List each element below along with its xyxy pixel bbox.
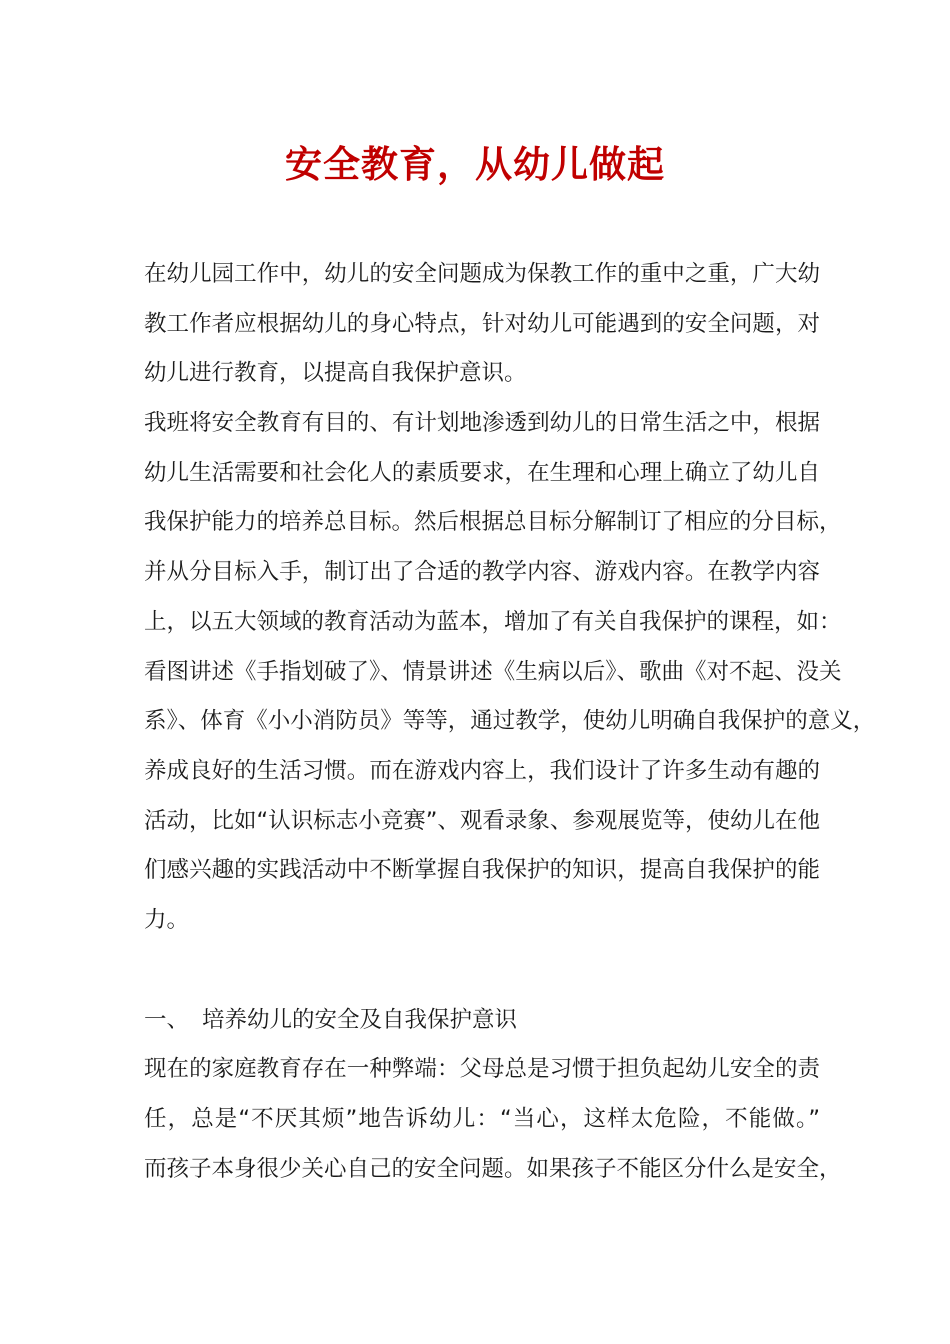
paragraph-1 — [144, 250, 820, 399]
text-line: 活动，比如“认识标志小竞赛”、观看录象、参观展览等，使幼儿在他 — [144, 807, 820, 834]
text-line: 教工作者应根据幼儿的身心特点，针对幼儿可能遇到的安全问题，对 — [144, 310, 820, 337]
text-line: 我班将安全教育有目的、有计划地渗透到幼儿的日常生活之中，根据 — [144, 410, 820, 437]
paragraph-2 — [144, 399, 876, 946]
text-line: 在幼儿园工作中，幼儿的安全问题成为保教工作的重中之重，广大幼 — [144, 261, 820, 287]
text-line: 并从分目标入手，制订出了合适的教学内容、游戏内容。在教学内容 — [144, 559, 820, 586]
text-line: 现在的家庭教育存在一种弊端：父母总是习惯于担负起幼儿安全的责 — [144, 1056, 820, 1083]
text-line: 幼儿生活需要和社会化人的素质要求，在生理和心理上确立了幼儿自 — [144, 459, 820, 486]
text-line: 系》、体育《小小消防员》等等，通过教学，使幼儿明确自我保护的意义， — [144, 708, 876, 735]
text-line: 上，以五大领域的教育活动为蓝本，增加了有关自我保护的课程，如： — [144, 608, 842, 635]
text-line: 们感兴趣的实践活动中不断掌握自我保护的知识，提高自我保护的能 — [144, 857, 820, 884]
text-line: 力。 — [144, 906, 190, 933]
text-line: 养成良好的生活习惯。而在游戏内容上，我们设计了许多生动有趣的 — [144, 757, 820, 784]
text-line: 而孩子本身很少关心自己的安全问题。如果孩子不能区分什么是安全， — [144, 1155, 842, 1182]
text-line: 任，总是“不厌其烦”地告诉幼儿：“当心，这样太危险，不能做。” — [144, 1106, 820, 1132]
text-line: 看图讲述《手指划破了》、情景讲述《生病以后》、歌曲《对不起、没关 — [144, 658, 842, 685]
document-title: 安全教育，从幼儿做起 — [285, 143, 665, 186]
section-heading — [144, 996, 820, 1046]
text-line: 我保护能力的培养总目标。然后根据总目标分解制订了相应的分目标， — [144, 509, 842, 536]
section-number: 一、 — [144, 1006, 190, 1033]
document-body — [144, 250, 876, 1194]
text-line: 幼儿进行教育，以提高自我保护意识。 — [144, 360, 527, 387]
paragraph-gap — [144, 946, 820, 996]
paragraph-3 — [144, 1045, 842, 1194]
section-heading-text: 培养幼儿的安全及自我保护意识 — [202, 1006, 518, 1033]
